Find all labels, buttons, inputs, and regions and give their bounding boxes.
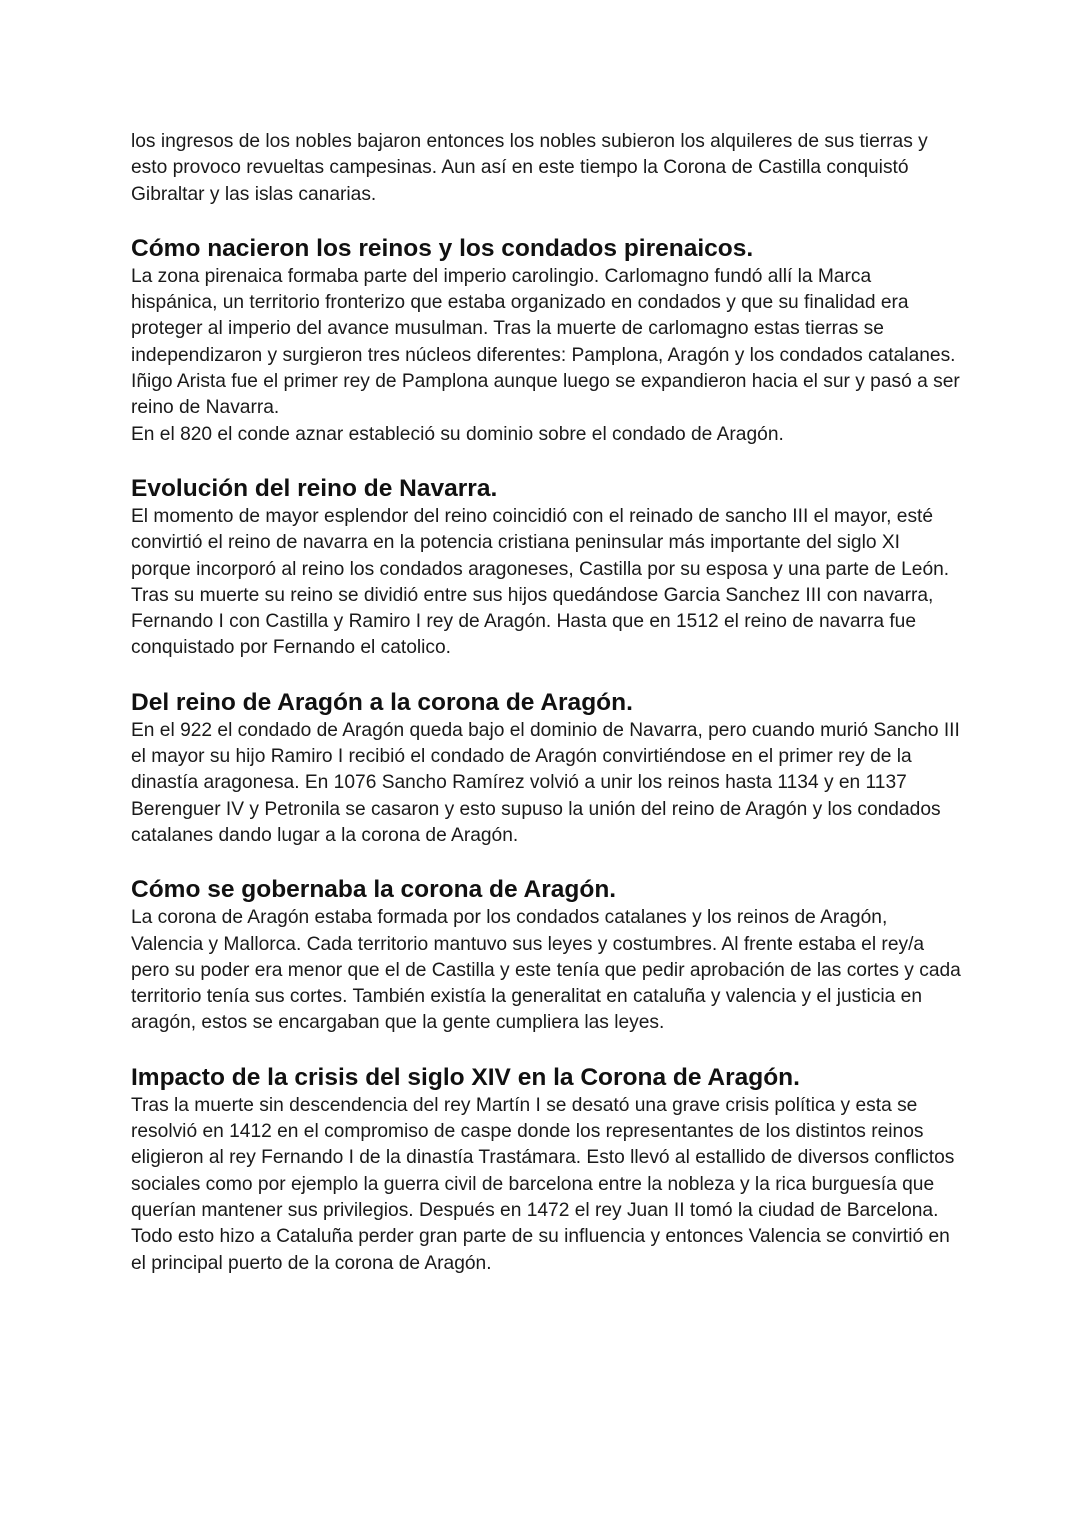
intro-paragraph: los ingresos de los nobles bajaron entonces los nobles subieron los alquileres de sus tierras y esto provoco revueltas campesinas. Aun así en este tiempo la Corona de Castilla conquistó Gibraltar y las islas canarias. <box>131 131 928 205</box>
section-paragraph: En el 922 el condado de Aragón queda bajo el dominio de Navarra, pero cuando murió Sancho III el mayor su hijo Ramiro I recibió el condado de Aragón convirtiéndose en el primer rey de la dinastía aragonesa. En 1076 Sancho Ramírez volvió a unir los reinos hasta 1134 y en 1137 Berenguer IV y Petronila se casaron y esto supuso la unión del reino de Aragón y los condados catalanes dando lugar a la corona de Aragón. <box>131 719 960 846</box>
section-crisis-siglo-xiv <box>131 1063 961 1277</box>
section-gobierno-corona-aragon <box>131 875 961 1036</box>
section-paragraph: El momento de mayor esplendor del reino coincidió con el reinado de sancho III el mayor, esté convirtió el reino de navarra en la potencia cristiana peninsular más importante del siglo XI porque incorporó al reino los condados aragoneses, Castilla por su esposa y una parte de León. <box>131 505 950 580</box>
section-reinos-condados-pirenaicos <box>131 234 961 448</box>
section-paragraph: La zona pirenaica formaba parte del imperio carolingio. Carlomagno fundó allí la Marca hispánica, un territorio fronterizo que estaba organizado en condados y que su finalidad era proteger al imperio del avance musulman. Tras la muerte de carlomagno estas tierras se independizaron y surgieron tres núcleos diferentes: Pamplona, Aragón y los condados catalanes. <box>131 265 956 366</box>
section-paragraph: Tras su muerte su reino se dividió entre sus hijos quedándose Garcia Sanchez III con navarra, Fernando I con Castilla y Ramiro I rey de Aragón. Hasta que en 1512 el reino de navarra fue conquistado por Fernando el catolico. <box>131 584 934 659</box>
section-paragraph: En el 820 el conde aznar estableció su dominio sobre el condado de Aragón. <box>131 423 784 445</box>
section-reino-a-corona-aragon <box>131 688 961 849</box>
section-paragraph: La corona de Aragón estaba formada por los condados catalanes y los reinos de Aragón, Valencia y Mallorca. Cada territorio mantuvo sus leyes y costumbres. Al frente estaba el rey/a pero su poder era menor que el de Castilla y este tenía que pedir aprobación de las cortes y cada territorio tenía sus cortes. También existía la generalitat en cataluña y valencia y el justicia en aragón, estos se encargaban que la gente cumpliera las leyes. <box>131 907 961 1034</box>
document-page <box>131 129 961 1277</box>
section-paragraph: Tras la muerte sin descendencia del rey Martín I se desató una grave crisis política y esta se resolvió en 1412 en el compromiso de caspe donde los representantes de los distintos reinos eligieron al rey Fernando I de la dinastía Trastámara. Esto llevó al estallido de diversos conflictos sociales como por ejemplo la guerra civil de barcelona entre la nobleza y la rica burguesía que querían mantener sus privilegios. Después en 1472 el rey Juan II tomó la ciudad de Barcelona. Todo esto hizo a Cataluña perder gran parte de su influencia y entonces Valencia se convirtió en el principal puerto de la corona de Aragón. <box>131 1094 955 1274</box>
section-evolucion-navarra <box>131 474 961 662</box>
section-heading: Cómo se gobernaba la corona de Aragón. <box>131 876 617 904</box>
section-heading: Impacto de la crisis del siglo XIV en la Corona de Aragón. <box>131 1063 800 1091</box>
section-heading: Del reino de Aragón a la corona de Aragón. <box>131 688 633 716</box>
section-heading: Evolución del reino de Navarra. <box>131 474 498 502</box>
section-heading: Cómo nacieron los reinos y los condados pirenaicos. <box>131 234 754 262</box>
section-paragraph: Iñigo Arista fue el primer rey de Pamplona aunque luego se expandieron hacia el sur y pasó a ser reino de Navarra. <box>131 371 960 419</box>
